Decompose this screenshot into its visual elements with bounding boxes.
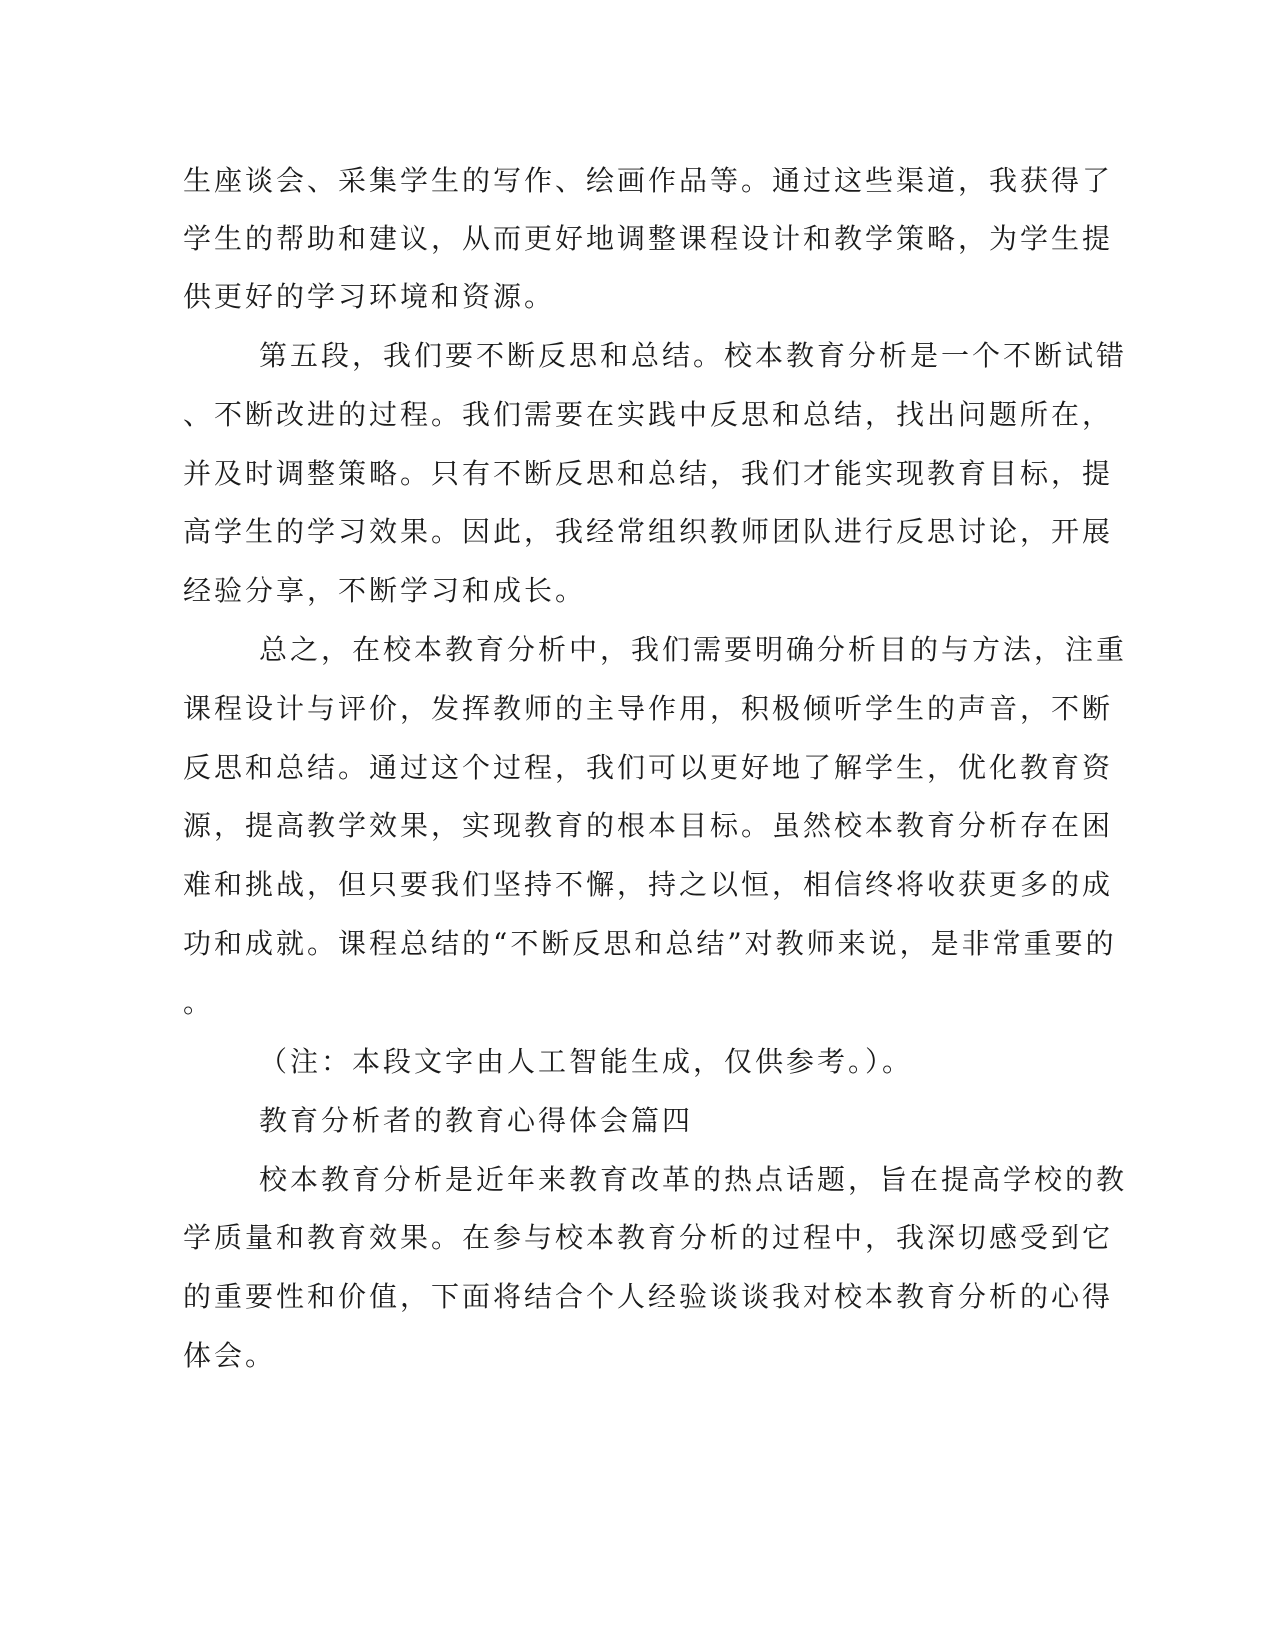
text-line: 体会。	[183, 1339, 277, 1372]
paragraph-first-line: 第五段，我们要不断反思和总结。校本教育分析是一个不断试错	[259, 339, 1128, 372]
text-line: 课程设计与评价，发挥教师的主导作用，积极倾听学生的声音，不断	[183, 692, 1114, 725]
text-line: 。	[183, 986, 215, 1019]
text-line: 的重要性和价值，下面将结合个人经验谈谈我对校本教育分析的心得	[183, 1280, 1114, 1313]
note-line: （注：本段文字由人工智能生成，仅供参考。）。	[259, 1045, 914, 1078]
text-line: 反思和总结。通过这个过程，我们可以更好地了解学生，优化教育资	[183, 751, 1114, 784]
text-line: 学生的帮助和建议，从而更好地调整课程设计和教学策略，为学生提	[183, 222, 1114, 255]
text-line: 供更好的学习环境和资源。	[183, 280, 556, 313]
paragraph-first-line: 校本教育分析是近年来教育改革的热点话题，旨在提高学校的教	[259, 1163, 1128, 1196]
text-line: 学质量和教育效果。在参与校本教育分析的过程中，我深切感受到它	[183, 1221, 1114, 1254]
text-line: 高学生的学习效果。因此，我经常组织教师团队进行反思讨论，开展	[183, 515, 1114, 548]
text-line: 经验分享，不断学习和成长。	[183, 574, 587, 607]
text-line: 源，提高教学效果，实现教育的根本目标。虽然校本教育分析存在困	[183, 809, 1114, 842]
paragraph-first-line: 总之，在校本教育分析中，我们需要明确分析目的与方法，注重	[259, 633, 1128, 666]
text-line: 难和挑战，但只要我们坚持不懈，持之以恒，相信终将收获更多的成	[183, 868, 1114, 901]
text-line: 、不断改进的过程。我们需要在实践中反思和总结，找出问题所在，	[183, 398, 1114, 431]
text-line: 生座谈会、采集学生的写作、绘画作品等。通过这些渠道，我获得了	[183, 164, 1114, 197]
text-line: 功和成就。课程总结的“不断反思和总结”对教师来说，是非常重要的	[183, 927, 1117, 960]
text-line: 并及时调整策略。只有不断反思和总结，我们才能实现教育目标，提	[183, 457, 1114, 490]
section-heading: 教育分析者的教育心得体会篇四	[259, 1104, 694, 1137]
